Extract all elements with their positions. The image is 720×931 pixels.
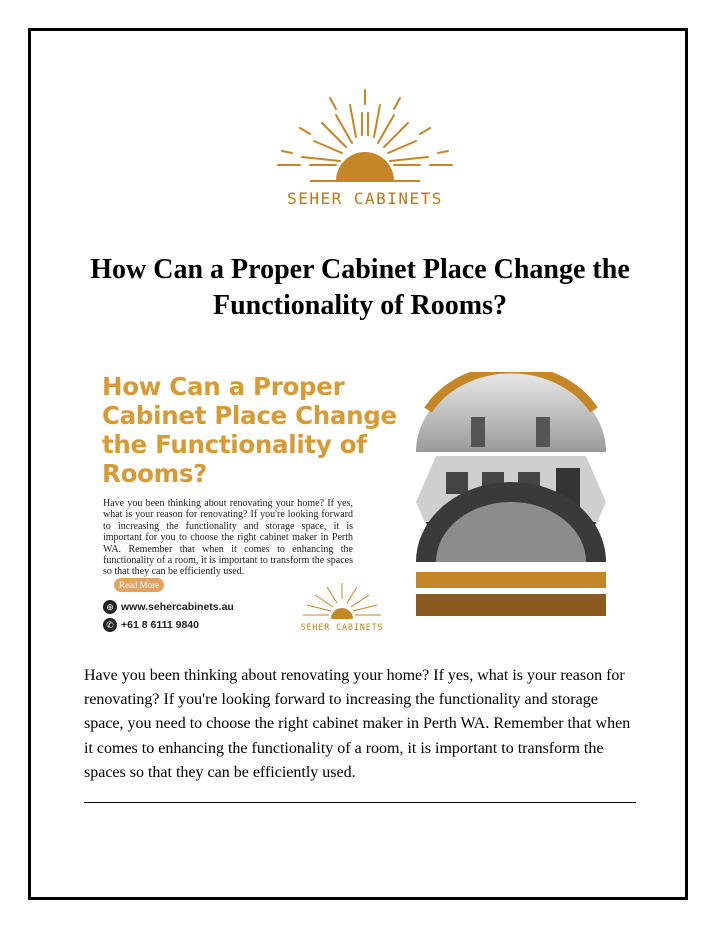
phone-icon: ✆ (103, 618, 117, 632)
page-title: How Can a Proper Cabinet Place Change the Functionality of Rooms? (90, 254, 630, 321)
sunburst-icon (270, 85, 460, 185)
brand-name: SEHER CABINETS (287, 189, 443, 208)
poster-website (103, 600, 234, 614)
poster-body: Have you been thinking about renovating your home? If yes, what is your reason for renovating? If you're looking forward to increasing the functionality and storage space, it is important for you to choose the right cabinet maker in Perth WA. Remember that when it comes to enhancing the functionality of a room, it is important to transform the spaces so that they can be efficiently used. (103, 498, 353, 578)
brand-logo (270, 85, 460, 215)
poster-logo (297, 581, 387, 637)
bottom-divider (84, 802, 636, 803)
poster-phone (103, 618, 199, 632)
phone-text: +61 8 6111 9840 (121, 619, 199, 631)
globe-icon: ⊕ (103, 600, 117, 614)
cabinet-showroom-illustration (416, 372, 606, 622)
featured-image (82, 348, 640, 640)
poster-logo-text: SEHER CABINETS (300, 623, 384, 633)
read-more-button: Read More (114, 578, 164, 592)
sunburst-icon (297, 581, 387, 621)
website-text: www.sehercabinets.au (121, 601, 234, 613)
poster-heading: How Can a Proper Cabinet Place Change the Functionality of Rooms? (102, 372, 397, 488)
intro-paragraph: Have you been thinking about renovating your home? If yes, what is your reason for renovating? If you're looking forward to increasing the functionality and storage space, you need to choose the right cabinet maker in Perth WA. Remember that when it comes to enhancing the functionality of a room, it is important to transform the spaces so that they can be efficiently used. (84, 667, 631, 781)
